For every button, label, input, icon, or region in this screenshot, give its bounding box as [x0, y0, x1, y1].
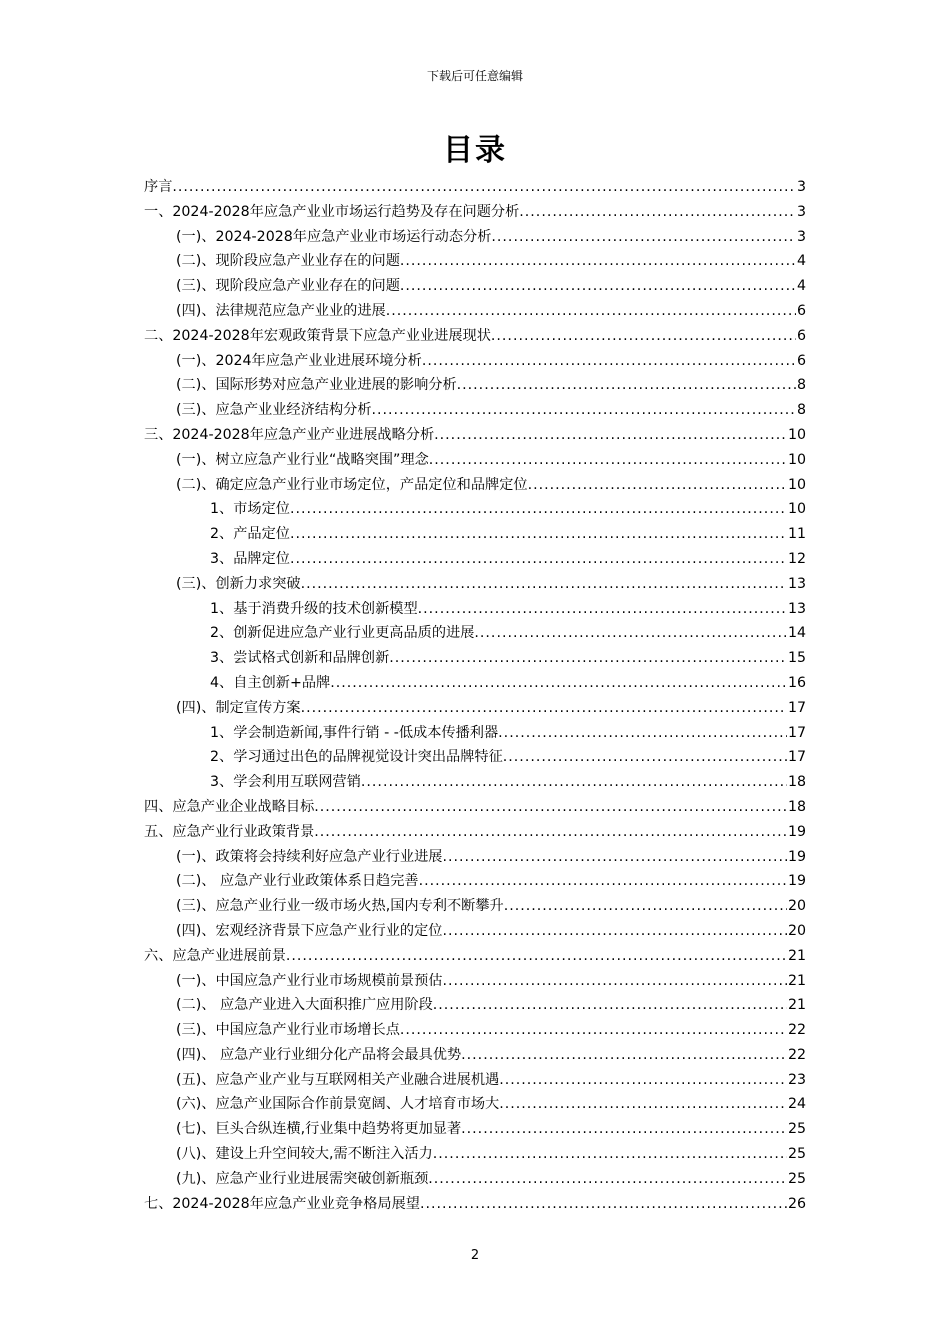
- toc-dot-leader: [461, 1117, 787, 1142]
- toc-entry-page: 20: [787, 922, 806, 939]
- toc-entry-page: 21: [787, 972, 806, 989]
- toc-entry-page: 22: [787, 1022, 806, 1039]
- toc-entry-label: (九)、应急产业行业进展需突破创新瓶颈: [176, 1170, 429, 1187]
- toc-entry-label: (二)、确定应急产业行业市场定位，产品定位和品牌定位: [176, 476, 528, 493]
- toc-entry-page: 3: [796, 203, 806, 220]
- toc-entry-label: (三)、现阶段应急产业业存在的问题: [176, 278, 400, 295]
- toc-entry[interactable]: [144, 1092, 806, 1117]
- toc-dot-leader: [301, 696, 787, 721]
- toc-entry-page: 4: [796, 278, 806, 295]
- toc-dot-leader: [420, 1192, 787, 1217]
- toc-entry-label: 五、应急产业行业政策背景: [144, 823, 315, 840]
- toc-entry-label: (五)、应急产业产业与互联网相关产业融合进展机遇: [176, 1071, 500, 1088]
- toc-dot-leader: [372, 398, 796, 423]
- toc-entry[interactable]: [144, 547, 806, 572]
- toc-entry-label: (三)、中国应急产业行业市场增长点: [176, 1022, 400, 1039]
- toc-entry[interactable]: [144, 1068, 806, 1093]
- toc-entry[interactable]: [144, 770, 806, 795]
- toc-entry-label: 4、自主创新+品牌: [210, 674, 331, 691]
- toc-entry-label: (四)、法律规范应急产业业的进展: [176, 302, 386, 319]
- toc-dot-leader: [301, 572, 787, 597]
- toc-entry-label: (三)、应急产业行业一级市场火热,国内专利不断攀升: [176, 898, 504, 915]
- toc-entry-label: (四)、宏观经济背景下应急产业行业的定位: [176, 922, 443, 939]
- toc-entry-label: (八)、建设上升空间较大,需不断注入活力: [176, 1146, 433, 1163]
- toc-dot-leader: [290, 497, 787, 522]
- toc-entry[interactable]: [144, 1142, 806, 1167]
- toc-entry-page: 8: [796, 377, 806, 394]
- toc-entry[interactable]: [144, 497, 806, 522]
- toc-entry-label: (七)、巨头合纵连横,行业集中趋势将更加显著: [176, 1121, 462, 1138]
- toc-entry-page: 13: [787, 600, 806, 617]
- toc-dot-leader: [389, 646, 787, 671]
- toc-entry-page: 14: [787, 625, 806, 642]
- toc-entry-page: 22: [787, 1046, 806, 1063]
- toc-entry-label: 七、2024-2028年应急产业业竞争格局展望: [144, 1195, 420, 1212]
- toc-dot-leader: [457, 373, 796, 398]
- toc-dot-leader: [386, 299, 796, 324]
- toc-dot-leader: [519, 200, 796, 225]
- toc-entry-page: 11: [787, 526, 806, 543]
- toc-entry-label: (一)、2024-2028年应急产业业市场运行动态分析: [176, 228, 492, 245]
- toc-dot-leader: [330, 671, 787, 696]
- toc-entry[interactable]: [144, 721, 806, 746]
- toc-entry-label: 一、2024-2028年应急产业业市场运行趋势及存在问题分析: [144, 203, 520, 220]
- toc-entry-label: (一)、政策将会持续利好应急产业行业进展: [176, 848, 443, 865]
- toc-entry-label: (一)、2024年应急产业业进展环境分析: [176, 352, 422, 369]
- toc-entry-label: 1、学会制造新闻,事件行销 - -低成本传播利器: [210, 724, 499, 741]
- toc-entry[interactable]: [144, 373, 806, 398]
- header-note: 下载后可任意编辑: [426, 69, 523, 83]
- toc-dot-leader: [418, 597, 787, 622]
- toc-entry-page: 10: [787, 476, 806, 493]
- toc-entry[interactable]: [144, 349, 806, 374]
- toc-entry[interactable]: [144, 993, 806, 1018]
- toc-entry-page: 17: [787, 724, 806, 741]
- toc-dot-leader: [498, 721, 787, 746]
- toc-dot-leader: [400, 274, 796, 299]
- toc-entry-page: 21: [787, 997, 806, 1014]
- toc-entry-label: (六)、应急产业国际合作前景宽阔、人才培育市场大: [176, 1096, 500, 1113]
- toc-dot-leader: [442, 845, 786, 870]
- toc-entry-page: 4: [796, 253, 806, 270]
- toc-dot-leader: [504, 894, 787, 919]
- toc-dot-leader: [434, 423, 787, 448]
- toc-entry[interactable]: [144, 795, 806, 820]
- toc-dot-leader: [442, 969, 786, 994]
- toc-entry[interactable]: [144, 1043, 806, 1068]
- toc-entry-page: 19: [787, 873, 806, 890]
- toc-entry-page: 6: [796, 352, 806, 369]
- toc-entry[interactable]: [144, 473, 806, 498]
- toc-entry-page: 17: [787, 699, 806, 716]
- toc-entry-page: 19: [787, 823, 806, 840]
- toc-entry-label: 二、2024-2028年宏观政策背景下应急产业业进展现状: [144, 327, 491, 344]
- toc-dot-leader: [528, 473, 787, 498]
- toc-dot-leader: [442, 919, 786, 944]
- toc-entry[interactable]: [144, 1117, 806, 1142]
- toc-entry[interactable]: [144, 944, 806, 969]
- toc-dot-leader: [361, 770, 787, 795]
- toc-entry[interactable]: [144, 423, 806, 448]
- toc-entry-page: 25: [787, 1146, 806, 1163]
- toc-entry-page: 24: [787, 1096, 806, 1113]
- toc-entry[interactable]: [144, 845, 806, 870]
- toc-entry-page: 18: [787, 798, 806, 815]
- toc-entry-page: 16: [787, 674, 806, 691]
- toc-dot-leader: [491, 324, 796, 349]
- toc-dot-leader: [499, 1068, 787, 1093]
- toc-entry[interactable]: [144, 894, 806, 919]
- toc-entry-label: 三、2024-2028年应急产业产业进展战略分析: [144, 426, 435, 443]
- toc-entry-label: (四)、 应急产业行业细分化产品将会最具优势: [176, 1046, 462, 1063]
- toc-entry[interactable]: [144, 745, 806, 770]
- toc-entry[interactable]: [144, 448, 806, 473]
- toc-entry-page: 10: [787, 451, 806, 468]
- toc-dot-leader: [428, 1167, 787, 1192]
- toc-entry-page: 26: [787, 1195, 806, 1212]
- table-of-contents: [144, 175, 806, 1216]
- toc-entry[interactable]: [144, 1192, 806, 1217]
- toc-entry-page: 10: [787, 501, 806, 518]
- toc-entry-label: 四、应急产业企业战略目标: [144, 798, 315, 815]
- toc-entry-page: 8: [796, 402, 806, 419]
- toc-dot-leader: [400, 1018, 787, 1043]
- toc-entry[interactable]: [144, 646, 806, 671]
- toc-dot-leader: [314, 795, 787, 820]
- toc-entry-page: 12: [787, 550, 806, 567]
- toc-entry-label: (三)、创新力求突破: [176, 575, 301, 592]
- toc-dot-leader: [286, 944, 787, 969]
- toc-entry-page: 10: [787, 426, 806, 443]
- toc-entry[interactable]: [144, 200, 806, 225]
- toc-entry[interactable]: [144, 969, 806, 994]
- toc-entry[interactable]: [144, 398, 806, 423]
- toc-entry-label: 1、基于消费升级的技术创新模型: [210, 600, 418, 617]
- toc-entry-page: 20: [787, 898, 806, 915]
- toc-entry-label: 3、学会利用互联网营销: [210, 774, 361, 791]
- toc-entry-page: 19: [787, 848, 806, 865]
- toc-entry-label: (二)、 应急产业行业政策体系日趋完善: [176, 873, 419, 890]
- page-number: 2: [470, 1248, 480, 1263]
- toc-entry-page: 6: [796, 302, 806, 319]
- toc-entry-label: (一)、树立应急产业行业“战略突围”理念: [176, 451, 429, 468]
- toc-entry-label: (二)、现阶段应急产业业存在的问题: [176, 253, 400, 270]
- toc-entry-label: (一)、中国应急产业行业市场规模前景预估: [176, 972, 443, 989]
- toc-entry-label: 1、市场定位: [210, 501, 290, 518]
- toc-entry-page: 17: [787, 749, 806, 766]
- toc-entry[interactable]: [144, 1018, 806, 1043]
- toc-entry-label: (四)、制定宣传方案: [176, 699, 301, 716]
- toc-entry[interactable]: [144, 522, 806, 547]
- toc-entry-page: 13: [787, 575, 806, 592]
- toc-entry-label: (二)、 应急产业进入大面积推广应用阶段: [176, 997, 433, 1014]
- toc-entry-page: 3: [796, 179, 806, 195]
- toc-dot-leader: [499, 1092, 787, 1117]
- toc-entry[interactable]: [144, 671, 806, 696]
- toc-entry-page: 21: [787, 947, 806, 964]
- toc-entry[interactable]: [144, 324, 806, 349]
- toc-entry-label: (二)、国际形势对应急产业业进展的影响分析: [176, 377, 457, 394]
- toc-entry-label: 2、创新促进应急产业行业更高品质的进展: [210, 625, 475, 642]
- toc-entry-page: 23: [787, 1071, 806, 1088]
- toc-dot-leader: [400, 249, 796, 274]
- toc-dot-leader: [433, 1142, 787, 1167]
- toc-entry-label: 序言: [144, 179, 173, 195]
- toc-entry-page: 25: [787, 1170, 806, 1187]
- toc-entry[interactable]: [144, 597, 806, 622]
- toc-entry-label: 3、品牌定位: [210, 550, 290, 567]
- toc-entry[interactable]: [144, 225, 806, 250]
- toc-entry[interactable]: [144, 274, 806, 299]
- toc-dot-leader: [503, 745, 787, 770]
- toc-dot-leader: [429, 448, 787, 473]
- toc-entry[interactable]: [144, 249, 806, 274]
- toc-entry-page: 6: [796, 327, 806, 344]
- toc-entry[interactable]: [144, 1167, 806, 1192]
- toc-dot-leader: [172, 175, 796, 200]
- toc-entry-label: 2、学习通过出色的品牌视觉设计突出品牌特征: [210, 749, 503, 766]
- toc-entry-page: 25: [787, 1121, 806, 1138]
- toc-dot-leader: [461, 1043, 787, 1068]
- toc-dot-leader: [290, 522, 787, 547]
- toc-entry[interactable]: [144, 869, 806, 894]
- toc-entry-label: 六、应急产业进展前景: [144, 947, 286, 964]
- toc-entry-label: (三)、应急产业业经济结构分析: [176, 402, 372, 419]
- toc-dot-leader: [433, 993, 787, 1018]
- toc-dot-leader: [491, 225, 796, 250]
- toc-title: 目录: [443, 133, 507, 168]
- toc-entry[interactable]: [144, 299, 806, 324]
- toc-dot-leader: [419, 869, 787, 894]
- toc-entry[interactable]: [144, 621, 806, 646]
- toc-entry[interactable]: [144, 820, 806, 845]
- toc-entry[interactable]: [144, 696, 806, 721]
- toc-entry[interactable]: [144, 919, 806, 944]
- toc-dot-leader: [474, 621, 787, 646]
- toc-entry-label: 2、产品定位: [210, 526, 290, 543]
- toc-dot-leader: [290, 547, 787, 572]
- toc-dot-leader: [314, 820, 787, 845]
- toc-entry[interactable]: [144, 175, 806, 200]
- toc-entry[interactable]: [144, 572, 806, 597]
- toc-entry-page: 3: [796, 228, 806, 245]
- toc-entry-page: 15: [787, 650, 806, 667]
- toc-entry-page: 18: [787, 774, 806, 791]
- toc-dot-leader: [422, 349, 796, 374]
- toc-entry-label: 3、尝试格式创新和品牌创新: [210, 650, 390, 667]
